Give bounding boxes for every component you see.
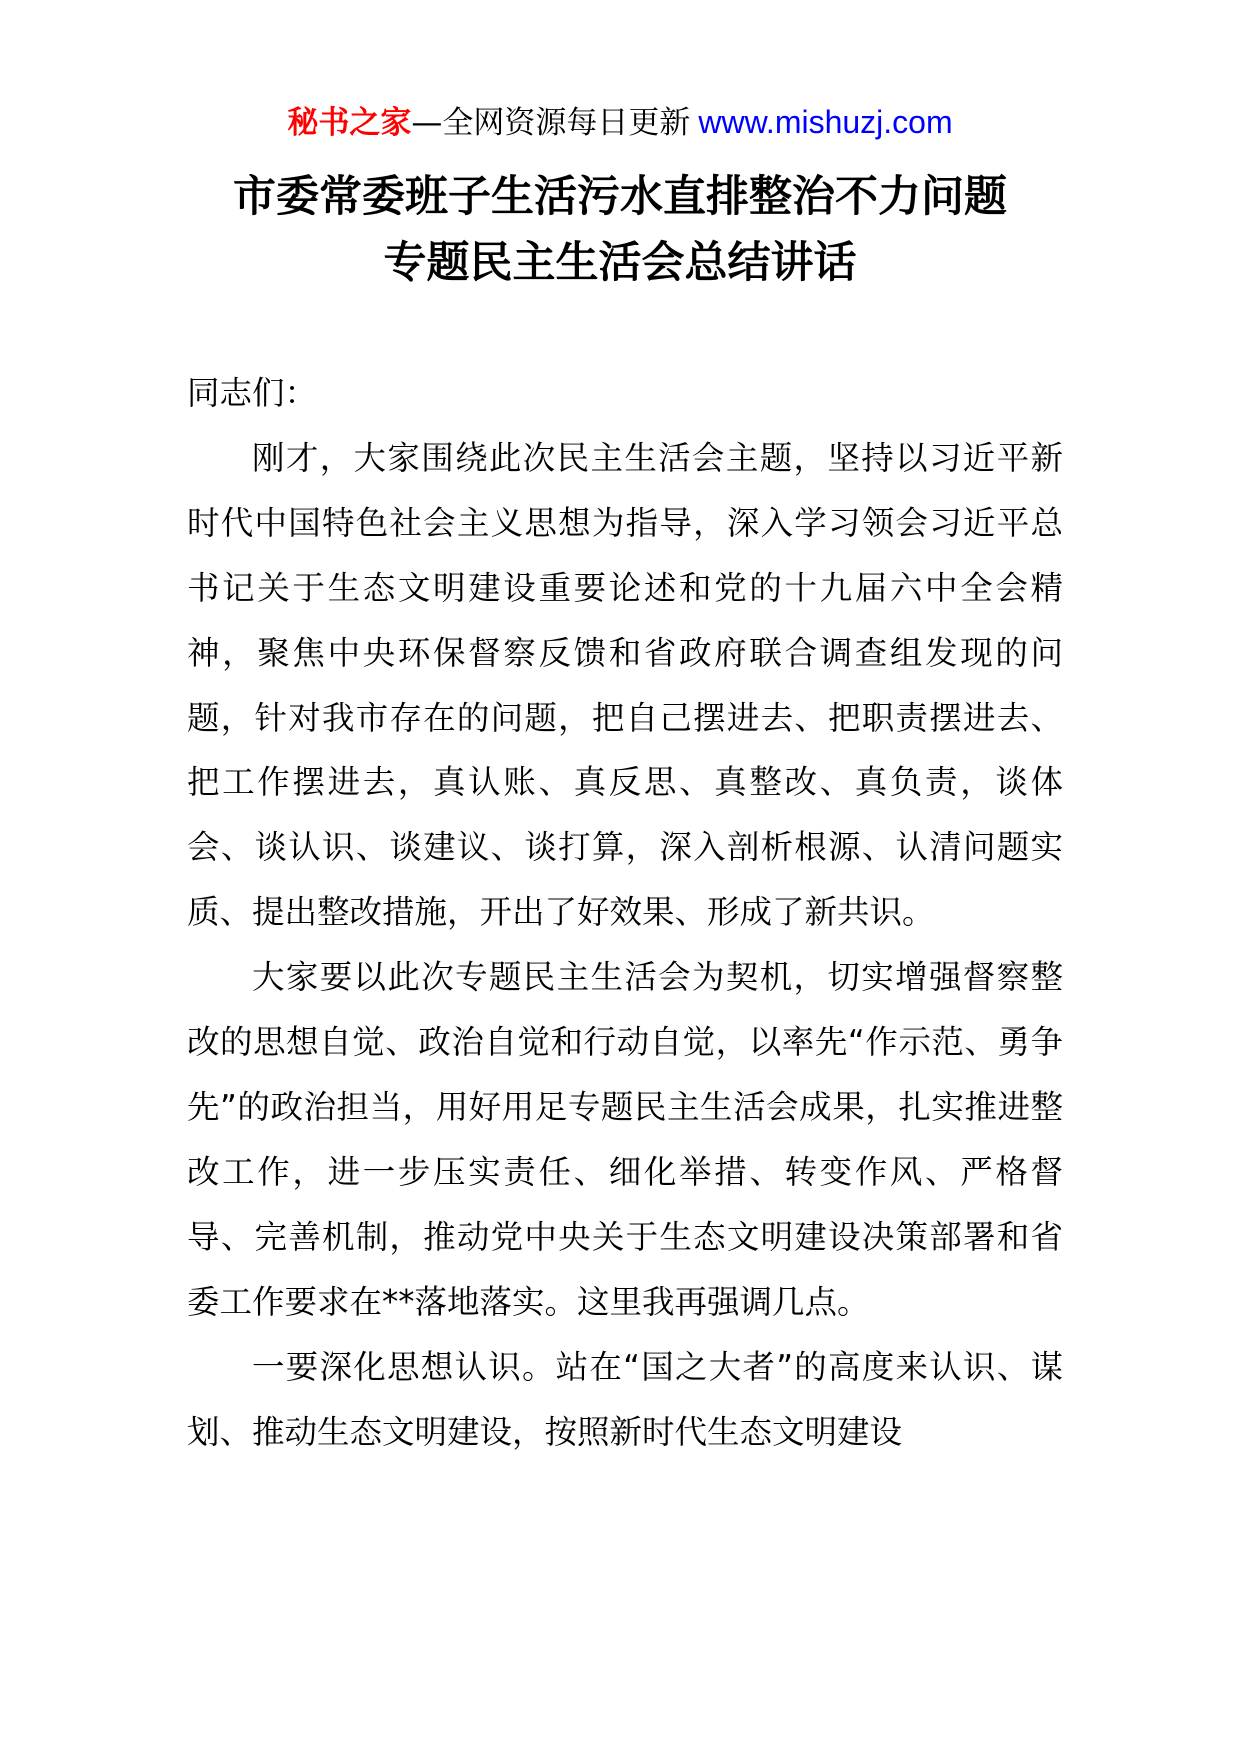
- paragraph-2: 大家要以此次专题民主生活会为契机，切实增强督察整改的思想自觉、政治自觉和行动自觉，以率先“作示范、勇争先”的政治担当，用好用足专题民主生活会成果，扎实推进整改工作，进一步压实责任、细化举措、转变作风、严格督导、完善机制，推动党中央关于生态文明建设决策部署和省委工作要求在**落地落实。这里我再强调几点。: [187, 958, 1063, 1321]
- site-header: [0, 100, 1240, 145]
- salutation: 同志们：: [187, 374, 318, 412]
- header-tagline: —全网资源每日更新: [411, 105, 691, 141]
- brand-name: 秘书之家: [287, 105, 412, 141]
- document-title: [0, 164, 1240, 296]
- site-url-link[interactable]: www.mishuzj.com: [698, 104, 953, 140]
- paragraph-3: 一要深化思想认识。站在“国之大者”的高度来认识、谋划、推动生态文明建设，按照新时代生态文明建设: [187, 1347, 1063, 1451]
- title-line-1: 市委常委班子生活污水直排整治不力问题: [233, 172, 1007, 222]
- title-line-2: 专题民主生活会总结讲话: [383, 238, 857, 288]
- paragraph-1: 刚才，大家围绕此次民主生活会主题，坚持以习近平新时代中国特色社会主义思想为指导，深入学习领会习近平总书记关于生态文明建设重要论述和党的十九届六中全会精神，聚焦中央环保督察反馈和省政府联合调查组发现的问题，针对我市存在的问题，把自己摆进去、把职责摆进去、把工作摆进去，真认账、真反思、真整改、真负责，谈体会、谈认识、谈建议、谈打算，深入剖析根源、认清问题实质、提出整改措施，开出了好效果、形成了新共识。: [187, 438, 1063, 932]
- document-body: [187, 361, 1063, 1464]
